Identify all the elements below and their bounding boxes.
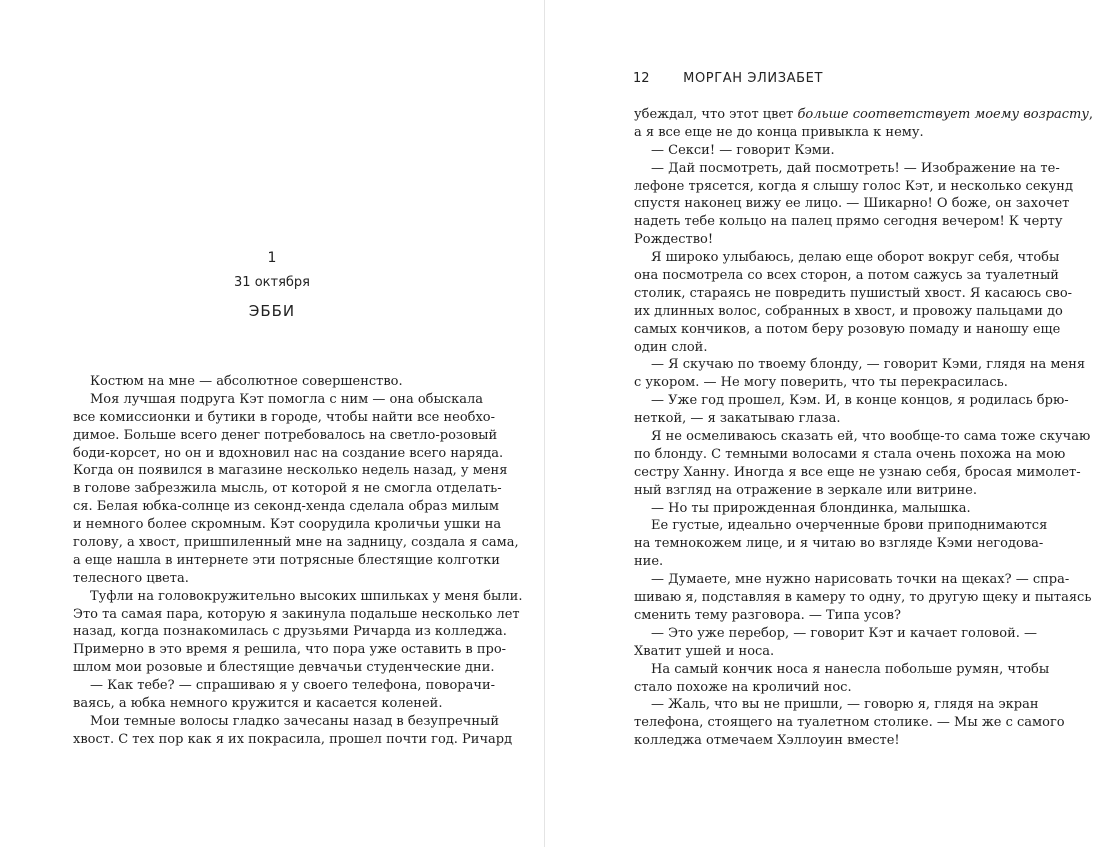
text-line: Костюм на мне — абсолютное совершенство. <box>90 374 403 389</box>
text-line: — Уже год прошел, Кэм. И, в конце концов, я родилась брю- <box>651 393 1069 409</box>
running-head-author: МОРГАН ЭЛИЗАБЕТ <box>683 71 824 86</box>
text-line: димое. Больше всего денег потребовалось на светло-розовый <box>73 427 498 443</box>
left-body-text <box>73 373 523 749</box>
text-line: спустя наконец вижу ее лицо. — Шикарно! О боже, он захочет <box>634 196 1070 212</box>
text-line: ся. Белая юбка-солнце из секонд-хенда сделала образ милым <box>73 499 499 515</box>
text-line: Примерно в это время я решила, что пора уже оставить в про- <box>73 642 507 658</box>
text-fragment: , <box>1088 107 1093 122</box>
text-line: — Как тебе? — спрашиваю я у своего телефона, поворачи- <box>90 678 496 694</box>
text-line: — Но ты прирожденная блондинка, малышка. <box>651 500 971 516</box>
text-line: — Это уже перебор, — говорит Кэт и качает головой. — <box>651 625 1038 641</box>
text-line: а я все еще не до конца привыкла к нему. <box>634 124 924 140</box>
text-line: ваясь, а юбка немного кружится и касается коленей. <box>73 696 443 712</box>
chapter-title: ЭББИ <box>248 302 296 320</box>
text-line: телесного цвета. <box>73 570 189 586</box>
emphasis-text: больше соответствует моему возрасту <box>797 107 1089 122</box>
text-line: их длинных волос, собранных в хвост, и провожу пальцами до <box>634 303 1063 319</box>
text-line: шлом мои розовые и блестящие девчачьи студенческие дни. <box>73 660 495 676</box>
text-line: один слой. <box>634 339 708 355</box>
text-line: — Секси! — говорит Кэми. <box>651 142 835 158</box>
text-line: боди-корсет, но он и вдохновил нас на создание всего наряда. <box>73 445 504 461</box>
text-line: самых кончиков, а потом беру розовую помаду и наношу еще <box>634 321 1061 337</box>
text-line: Когда он появился в магазине несколько недель назад, у меня <box>73 463 508 479</box>
text-line: она посмотрела со всех сторон, а потом сажусь за туалетный <box>634 268 1059 284</box>
right-page <box>545 0 1093 847</box>
text-line: Рождество! <box>634 232 714 248</box>
text-line: шиваю я, подставляя в камеру то одну, то другую щеку и пытаясь <box>634 590 1092 606</box>
text-line: с укором. — Не могу поверить, что ты перекрасилась. <box>634 375 1008 391</box>
running-head <box>633 71 823 86</box>
text-line: надеть тебе кольцо на палец прямо сегодня вечером! К черту <box>634 214 1063 230</box>
text-fragment: убеждал, что этот цвет <box>634 107 798 122</box>
text-line: Это та самая пара, которую я закинула подальше несколько лет <box>73 606 520 622</box>
text-line: а еще нашла в интернете эти потрясные блестящие колготки <box>73 552 500 568</box>
text-line: На самый кончик носа я нанесла побольше румян, чтобы <box>651 661 1050 677</box>
text-line: колледжа отмечаем Хэллоуин вместе! <box>634 733 900 749</box>
right-body-text <box>634 106 1093 750</box>
text-line: лефоне трясется, когда я слышу голос Кэт, и несколько секунд <box>634 178 1073 194</box>
text-line: сменить тему разговора. — Типа усов? <box>634 607 901 623</box>
text-line: голову, а хвост, пришпиленный мне на задницу, создала я сама, <box>73 535 519 551</box>
text-line: Туфли на головокружительно высоких шпильках у меня были. <box>90 588 523 604</box>
text-line: столик, стараясь не повредить пушистый хвост. Я касаюсь сво- <box>634 285 1073 301</box>
chapter-date: 31 октября <box>234 275 310 290</box>
text-line: все комиссионки и бутики в городе, чтобы найти все необхо- <box>73 409 496 425</box>
text-line: — Дай посмотреть, дай посмотреть! — Изображение на те- <box>651 160 1060 176</box>
text-line: хвост. С тех пор как я их покрасила, прошел почти год. Ричард <box>73 731 513 747</box>
text-line: — Думаете, мне нужно нарисовать точки на щеках? — спра- <box>651 572 1070 588</box>
page-number: 12 <box>633 71 650 86</box>
text-line <box>634 106 1093 124</box>
text-line: в голове забрезжила мысль, от которой я не смогла отделать- <box>73 481 502 497</box>
text-line: ние. <box>634 554 664 570</box>
text-line: Мои темные волосы гладко зачесаны назад в безупречный <box>90 713 500 729</box>
text-line: — Жаль, что вы не пришли, — говорю я, глядя на экран <box>651 697 1039 713</box>
text-line: стало похоже на кроличий нос. <box>634 679 852 695</box>
text-line: Ее густые, идеально очерченные брови приподнимаются <box>651 518 1048 534</box>
text-line: сестру Ханну. Иногда я все еще не узнаю себя, бросая мимолет- <box>634 464 1081 480</box>
chapter-number: 1 <box>267 250 277 266</box>
text-line: — Я скучаю по твоему блонду, — говорит Кэми, глядя на меня <box>651 357 1086 373</box>
text-line: Я не осмеливаюсь сказать ей, что вообще-то сама тоже скучаю <box>651 429 1091 445</box>
text-line: Я широко улыбаюсь, делаю еще оборот вокруг себя, чтобы <box>651 250 1060 266</box>
text-line: на темнокожем лице, и я читаю во взгляде Кэми негодова- <box>634 536 1044 552</box>
text-line: Хватит ушей и носа. <box>634 643 775 659</box>
left-page <box>0 0 544 847</box>
text-line: назад, когда познакомилась с друзьями Ричарда из колледжа. <box>73 624 507 640</box>
text-line: неткой, — я закатываю глаза. <box>634 411 841 427</box>
text-line: телефона, стоящего на туалетном столике. — Мы же с самого <box>634 715 1065 731</box>
text-line: и немного более скромным. Кэт соорудила кроличьи ушки на <box>73 517 502 533</box>
text-line: ный взгляд на отражение в зеркале или витрине. <box>634 482 977 498</box>
text-line: по блонду. С темными волосами я стала очень похожа на мою <box>634 446 1066 462</box>
text-line: Моя лучшая подруга Кэт помогла с ним — она обыскала <box>90 391 484 407</box>
